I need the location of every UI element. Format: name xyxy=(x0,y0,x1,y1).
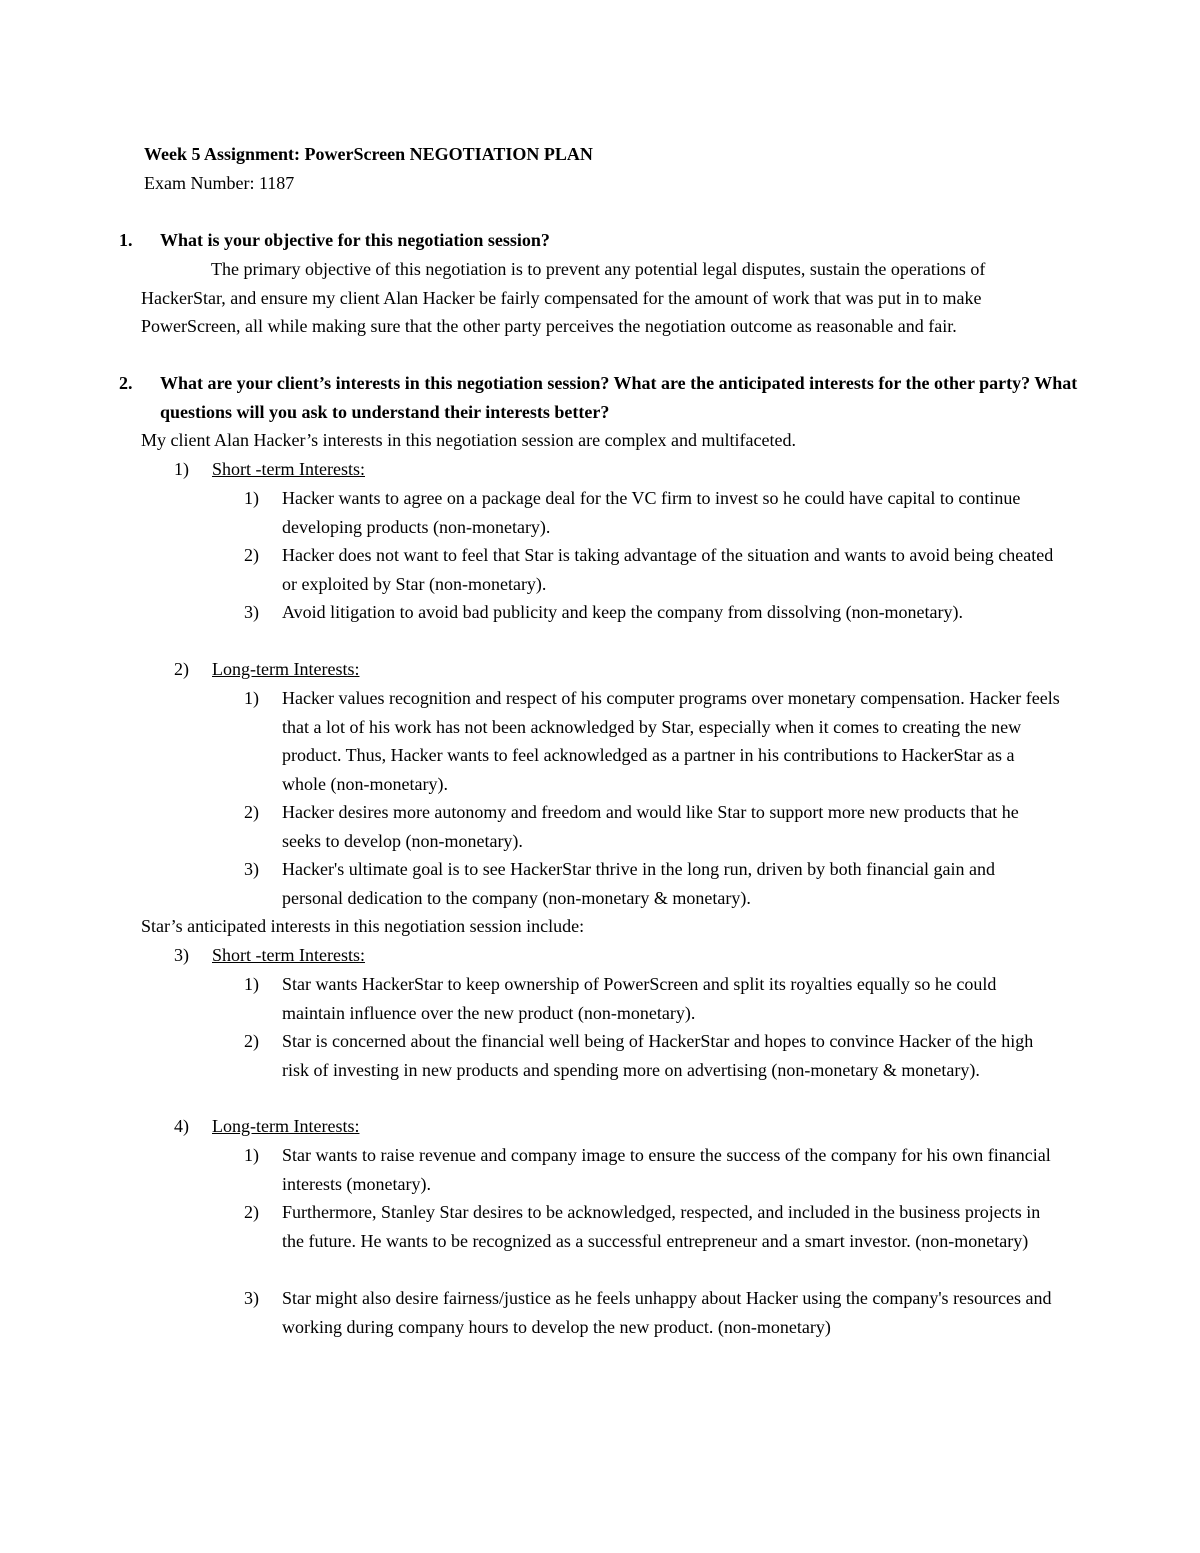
item-text: Star is concerned about the financial well being of HackerStar and hopes to convince Hacker of the high risk of investing in new products and spending more on advertising (non-monetary & monetary). xyxy=(282,1031,1034,1080)
item-number: 3) xyxy=(244,602,259,622)
document-page: Week 5 Assignment: PowerScreen NEGOTIATION PLAN Exam Number: 1187 1. What is your objective for this negotiation session? The primary objective of this negotiation is to prevent any potential legal disputes, sustain the operations of HackerStar, and ensure my client Alan Hacker be fairly compensated for the amount of work that was put in to make PowerScreen, all while making sure that the other party perceives the negotiation outcome as reasonable and fair. 2. What are your client’s interests in this negotiation session? What are the anticipated interests for the other party? What questions will you ask to understand their interests better? My client Alan Hacker’s interests in this negotiation session are complex and multifaceted. 1) Short -term Interests: 1) Hacker wants to agree on a package deal for the VC firm to invest so he could have capital to continue developing products (non-monetary). 2) Hacker does not want to feel that Star is taking advantage of the situation and wants to avoid being cheated or exploited by Star (non-monetary). 3) Avoid litigation to avoid bad publicity and keep the company from dissolving (non-monetary). 2) Long-term Interests: 1) Hacker values recognition and respect of his computer programs over monetary compensation. Hacker feels that a lot of his work has not been acknowledged by Star, especially when it comes to creating the new product. Thus, Hacker wants to feel acknowledged as a partner in his contributions to HackerStar as a whole (non-monetary). 2) Hacker desires more autonomy and freedom and would like Star to support more new products that he seeks to develop (non-monetary). 3) Hacker's ultimate goal is to see HackerStar thrive in the long run, driven by both financial gain and personal dedication to the company (non-monetary & monetary). Star’s anticipated interests in this negotiation session include: 3) Short -term Interests: 1) Star wants HackerStar to keep ownership of PowerScreen and split its royalties equally so he could maintain influence over the new product (non-monetary). 2) Star is concerned about the financial well being of HackerStar and hopes to convince Hacker of the high risk of investing in new products and spending more on advertising (non-monetary & monetary). 4) Long-term Interests: 1) Star wants to raise revenue and company image to ensure the success of the company for his own financial interests (monetary). 2) Furthermore, Stanley Star desires to be acknowledged, respected, and included in the business projects in the future. He wants to be recognized as a successful entrepreneur and a smart investor. (non-monetary) 3) Star might also desire fairness/justice as he feels unhappy about Hacker using the company's resources and working during company hours to develop the new product. (non-monetary) xyxy=(0,0,1200,1553)
section-label: Long-term Interests xyxy=(212,659,355,679)
section-label: Long-term Interests xyxy=(212,1116,355,1136)
item-text: Hacker values recognition and respect of his computer programs over monetary compensation. Hacker feels that a lot of his work has not been acknowledged by Star, especially when it comes to creating the new product. Thus, Hacker wants to feel acknowledged as a partner in his contributions to HackerStar as a whole (non-monetary). xyxy=(282,688,1060,794)
item-text: Star wants to raise revenue and company image to ensure the success of the company for his own financial interests (monetary). xyxy=(282,1145,1051,1194)
client-intro: My client Alan Hacker’s interests in this negotiation session are complex and multifaceted. xyxy=(141,430,796,450)
item-text: Star wants HackerStar to keep ownership of PowerScreen and split its royalties equally so he could maintain influence over the new product (non-monetary). xyxy=(282,974,997,1023)
item-number: 2) xyxy=(244,802,259,822)
question-number: 2. xyxy=(119,373,133,393)
item-number: 3) xyxy=(244,1288,259,1308)
item-number: 3) xyxy=(244,859,259,879)
star-intro: Star’s anticipated interests in this negotiation session include: xyxy=(141,916,585,936)
section-number: 2) xyxy=(174,659,189,679)
section-number: 4) xyxy=(174,1116,189,1136)
q1-answer: The primary objective of this negotiation is to prevent any potential legal disputes, sustain the operations of HackerStar, and ensure my client Alan Hacker be fairly compensated for the amount of work that was put in to make PowerScreen, all while making sure that the other party perceives the negotiation outcome as reasonable and fair. xyxy=(141,259,986,337)
section-number: 1) xyxy=(174,459,189,479)
item-number: 2) xyxy=(244,545,259,565)
item-text: Hacker does not want to feel that Star is taking advantage of the situation and wants to avoid being cheated or exploited by Star (non-monetary). xyxy=(282,545,1054,594)
question-text: What are your client’s interests in this negotiation session? What are the anticipated interests for the other party? What questions will you ask to understand their interests better? xyxy=(160,373,1078,422)
exam-number: Exam Number: 1187 xyxy=(144,173,295,193)
question-text: What is your objective for this negotiation session? xyxy=(160,230,550,250)
item-text: Hacker's ultimate goal is to see HackerStar thrive in the long run, driven by both financial gain and personal dedication to the company (non-monetary & monetary). xyxy=(282,859,996,908)
item-number: 2) xyxy=(244,1202,259,1222)
section-label: Short -term Interests xyxy=(212,945,360,965)
item-number: 1) xyxy=(244,1145,259,1165)
question-number: 1. xyxy=(119,230,133,250)
item-text: Furthermore, Stanley Star desires to be acknowledged, respected, and included in the business projects in the future. He wants to be recognized as a successful entrepreneur and a smart investor. (non-monetary) xyxy=(282,1202,1041,1251)
item-number: 1) xyxy=(244,974,259,994)
document-title: Week 5 Assignment: PowerScreen NEGOTIATION PLAN xyxy=(144,144,593,164)
item-text: Avoid litigation to avoid bad publicity and keep the company from dissolving (non-monetary). xyxy=(282,602,964,622)
item-text: Hacker wants to agree on a package deal for the VC firm to invest so he could have capital to continue developing products (non-monetary). xyxy=(282,488,1021,537)
item-number: 2) xyxy=(244,1031,259,1051)
item-text: Star might also desire fairness/justice as he feels unhappy about Hacker using the company's resources and working during company hours to develop the new product. (non-monetary) xyxy=(282,1288,1052,1337)
item-text: Hacker desires more autonomy and freedom and would like Star to support more new products that he seeks to develop (non-monetary). xyxy=(282,802,1019,851)
item-number: 1) xyxy=(244,688,259,708)
section-number: 3) xyxy=(174,945,189,965)
section-label: Short -term Interests xyxy=(212,459,360,479)
item-number: 1) xyxy=(244,488,259,508)
